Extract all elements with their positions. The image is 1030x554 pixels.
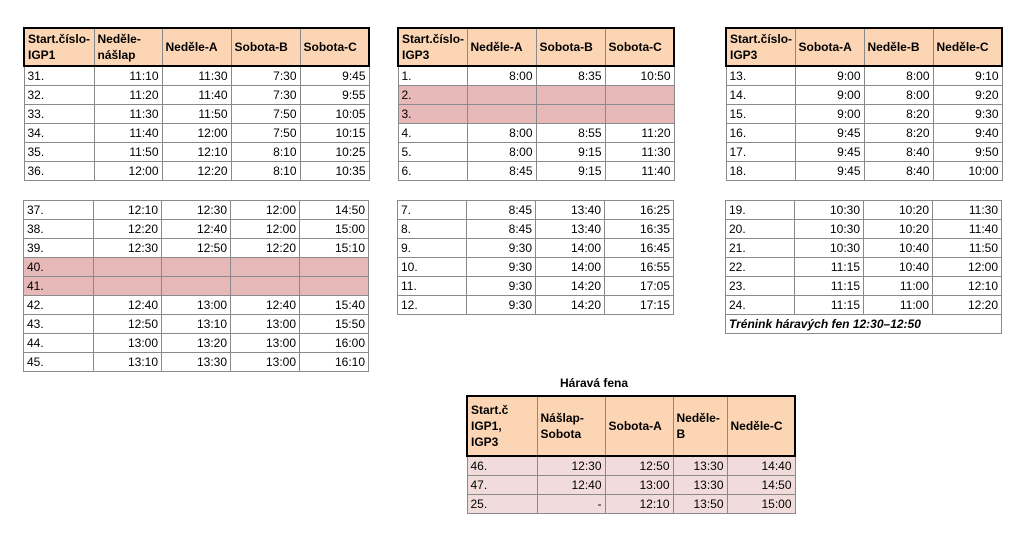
- start-number-cell: 43.: [24, 315, 94, 334]
- table-header: [467, 396, 795, 456]
- column-header: Neděle-B: [864, 28, 933, 66]
- table-row: [398, 296, 674, 315]
- time-cell: 9:10: [933, 66, 1002, 86]
- table-header: [398, 28, 674, 66]
- column-header: Sobota-C: [300, 28, 369, 66]
- time-cell: 10:15: [300, 124, 369, 143]
- time-cell: 14:50: [300, 201, 369, 220]
- time-cell: 11:15: [795, 277, 864, 296]
- time-cell: 11:00: [864, 296, 933, 315]
- table-row: [24, 124, 369, 143]
- start-number-cell: 11.: [398, 277, 467, 296]
- time-cell: 12:30: [537, 456, 605, 476]
- time-cell: 9:00: [795, 86, 864, 105]
- time-cell: 9:20: [933, 86, 1002, 105]
- time-cell: [231, 277, 300, 296]
- start-number-cell: 7.: [398, 201, 467, 220]
- table-row: [24, 201, 369, 220]
- time-cell: 13:20: [162, 334, 231, 353]
- time-cell: 12:00: [94, 162, 162, 181]
- start-number-cell: 5.: [398, 143, 467, 162]
- time-cell: 11:40: [605, 162, 674, 181]
- column-header: Neděle-A: [162, 28, 231, 66]
- time-cell: 13:30: [673, 456, 727, 476]
- time-cell: [605, 105, 674, 124]
- time-cell: 15:10: [300, 239, 369, 258]
- column-header: Start.číslo- IGP1: [24, 28, 94, 66]
- time-cell: 14:00: [536, 258, 605, 277]
- time-cell: 12:00: [933, 258, 1002, 277]
- start-number-cell: 8.: [398, 220, 467, 239]
- time-cell: 8:00: [864, 86, 933, 105]
- time-cell: 12:30: [162, 201, 231, 220]
- table-row: [726, 220, 1002, 239]
- time-cell: 14:00: [536, 239, 605, 258]
- start-number-cell: 45.: [24, 353, 94, 372]
- time-cell: 16:10: [300, 353, 369, 372]
- time-cell: 10:20: [864, 201, 933, 220]
- time-cell: 10:20: [864, 220, 933, 239]
- time-cell: 8:20: [864, 105, 933, 124]
- time-cell: 17:15: [605, 296, 674, 315]
- time-cell: -: [537, 495, 605, 514]
- time-cell: 11:50: [94, 143, 162, 162]
- start-number-cell: 14.: [726, 86, 795, 105]
- column-header: Neděle-A: [467, 28, 536, 66]
- start-number-cell: 25.: [467, 495, 537, 514]
- table-row: [726, 277, 1002, 296]
- time-cell: 12:10: [94, 201, 162, 220]
- table-row: [24, 277, 369, 296]
- start-number-cell: 32.: [24, 86, 94, 105]
- start-number-cell: 4.: [398, 124, 467, 143]
- time-cell: 13:00: [162, 296, 231, 315]
- start-number-cell: 39.: [24, 239, 94, 258]
- table-row: [24, 66, 369, 86]
- time-cell: 8:40: [864, 143, 933, 162]
- time-cell: 10:25: [300, 143, 369, 162]
- time-cell: 14:50: [727, 476, 795, 495]
- time-cell: 9:45: [795, 162, 864, 181]
- time-cell: 11:50: [162, 105, 231, 124]
- time-cell: 8:45: [467, 220, 536, 239]
- time-cell: 9:30: [933, 105, 1002, 124]
- time-cell: 7:30: [231, 66, 300, 86]
- igp3-table-right-top: [725, 27, 1003, 181]
- time-cell: 7:50: [231, 105, 300, 124]
- time-cell: 14:20: [536, 277, 605, 296]
- time-cell: [300, 258, 369, 277]
- time-cell: 13:00: [231, 315, 300, 334]
- start-number-cell: 15.: [726, 105, 795, 124]
- time-cell: 9:00: [795, 105, 864, 124]
- start-number-cell: 16.: [726, 124, 795, 143]
- table-row: [726, 86, 1002, 105]
- table-row: [398, 143, 674, 162]
- table-row: [398, 105, 674, 124]
- time-cell: 9:50: [933, 143, 1002, 162]
- time-cell: 10:30: [795, 220, 864, 239]
- time-cell: [162, 277, 231, 296]
- time-cell: 9:45: [300, 66, 369, 86]
- time-cell: 9:45: [795, 124, 864, 143]
- time-cell: 9:40: [933, 124, 1002, 143]
- start-number-cell: 3.: [398, 105, 467, 124]
- start-number-cell: 42.: [24, 296, 94, 315]
- time-cell: 8:10: [231, 143, 300, 162]
- column-header: Neděle- nášlap: [94, 28, 162, 66]
- time-cell: [536, 86, 605, 105]
- time-cell: 8:00: [864, 66, 933, 86]
- start-number-cell: 13.: [726, 66, 795, 86]
- table-row: [398, 66, 674, 86]
- table-row: [24, 105, 369, 124]
- time-cell: 15:40: [300, 296, 369, 315]
- column-header: Nášlap- Sobota: [537, 396, 605, 456]
- table-row: [726, 124, 1002, 143]
- time-cell: 10:40: [864, 258, 933, 277]
- table-row: [24, 143, 369, 162]
- time-cell: 11:40: [162, 86, 231, 105]
- table-row: [24, 296, 369, 315]
- time-cell: 10:30: [795, 201, 864, 220]
- time-cell: 12:50: [94, 315, 162, 334]
- time-cell: 12:20: [94, 220, 162, 239]
- time-cell: 12:10: [933, 277, 1002, 296]
- time-cell: 8:00: [467, 66, 536, 86]
- table-row: [726, 258, 1002, 277]
- time-cell: 13:10: [94, 353, 162, 372]
- time-cell: 10:30: [795, 239, 864, 258]
- start-number-cell: 6.: [398, 162, 467, 181]
- start-number-cell: 12.: [398, 296, 467, 315]
- time-cell: 9:45: [795, 143, 864, 162]
- time-cell: 8:00: [467, 124, 536, 143]
- time-cell: 17:05: [605, 277, 674, 296]
- table-row: [24, 258, 369, 277]
- column-header: Sobota-C: [605, 28, 674, 66]
- time-cell: [94, 277, 162, 296]
- table-row: [24, 220, 369, 239]
- time-cell: 15:00: [300, 220, 369, 239]
- time-cell: 11:20: [605, 124, 674, 143]
- table-row: [726, 105, 1002, 124]
- time-cell: 15:50: [300, 315, 369, 334]
- table-row: [24, 239, 369, 258]
- time-cell: 8:55: [536, 124, 605, 143]
- start-number-cell: 33.: [24, 105, 94, 124]
- time-cell: 13:10: [162, 315, 231, 334]
- start-number-cell: 35.: [24, 143, 94, 162]
- column-header: Neděle-C: [933, 28, 1002, 66]
- table-row: [398, 277, 674, 296]
- time-cell: 13:00: [605, 476, 673, 495]
- time-cell: 13:50: [673, 495, 727, 514]
- time-cell: 11:30: [162, 66, 231, 86]
- time-cell: 13:00: [231, 334, 300, 353]
- start-number-cell: 41.: [24, 277, 94, 296]
- time-cell: 13:00: [231, 353, 300, 372]
- start-number-cell: 24.: [726, 296, 795, 315]
- start-number-cell: 21.: [726, 239, 795, 258]
- time-cell: 11:10: [94, 66, 162, 86]
- time-cell: 16:45: [605, 239, 674, 258]
- table-row: [467, 495, 795, 514]
- column-header: Start.číslo- IGP3: [726, 28, 795, 66]
- start-number-cell: 18.: [726, 162, 795, 181]
- column-header: Sobota-B: [231, 28, 300, 66]
- time-cell: [231, 258, 300, 277]
- igp1-table-top: [23, 27, 370, 181]
- time-cell: [162, 258, 231, 277]
- time-cell: 12:30: [94, 239, 162, 258]
- table-row: [398, 162, 674, 181]
- time-cell: 11:30: [605, 143, 674, 162]
- time-cell: 12:10: [605, 495, 673, 514]
- table-row: [398, 258, 674, 277]
- time-cell: 8:10: [231, 162, 300, 181]
- table-row: [24, 162, 369, 181]
- start-number-cell: 34.: [24, 124, 94, 143]
- table-row: [726, 239, 1002, 258]
- training-note: Trénink háravých fen 12:30–12:50: [726, 315, 1002, 334]
- time-cell: 12:40: [231, 296, 300, 315]
- table-row: [24, 334, 369, 353]
- time-cell: [467, 86, 536, 105]
- column-header: Sobota-A: [605, 396, 673, 456]
- time-cell: 10:00: [933, 162, 1002, 181]
- column-header: Sobota-B: [536, 28, 605, 66]
- time-cell: 13:30: [162, 353, 231, 372]
- time-cell: 10:05: [300, 105, 369, 124]
- table-row: [24, 86, 369, 105]
- column-header: Neděle-B: [673, 396, 727, 456]
- table-header: [24, 28, 369, 66]
- time-cell: 16:25: [605, 201, 674, 220]
- igp1-table-bottom: [23, 200, 369, 372]
- haravа-fena-caption: Háravá fena: [560, 376, 629, 390]
- time-cell: 13:40: [536, 220, 605, 239]
- time-cell: 13:30: [673, 476, 727, 495]
- table-row: [726, 296, 1002, 315]
- time-cell: 9:30: [467, 277, 536, 296]
- time-cell: 12:20: [231, 239, 300, 258]
- time-cell: 9:15: [536, 162, 605, 181]
- time-cell: [605, 86, 674, 105]
- start-number-cell: 1.: [398, 66, 467, 86]
- time-cell: 11:40: [933, 220, 1002, 239]
- table-row: [398, 86, 674, 105]
- table-row: [398, 239, 674, 258]
- start-number-cell: 22.: [726, 258, 795, 277]
- table-row: [726, 201, 1002, 220]
- igp3-table-right-bottom: [725, 200, 1002, 334]
- start-number-cell: 9.: [398, 239, 467, 258]
- table-row: [467, 456, 795, 476]
- time-cell: 9:15: [536, 143, 605, 162]
- start-number-cell: 38.: [24, 220, 94, 239]
- table-row: [726, 315, 1002, 334]
- time-cell: 11:00: [864, 277, 933, 296]
- start-number-cell: 10.: [398, 258, 467, 277]
- time-cell: 7:30: [231, 86, 300, 105]
- column-header: Start.číslo- IGP3: [398, 28, 467, 66]
- table-header: [726, 28, 1002, 66]
- time-cell: 9:30: [467, 258, 536, 277]
- time-cell: 10:35: [300, 162, 369, 181]
- time-cell: 7:50: [231, 124, 300, 143]
- time-cell: 12:20: [162, 162, 231, 181]
- time-cell: 11:15: [795, 296, 864, 315]
- time-cell: [536, 105, 605, 124]
- time-cell: 8:45: [467, 201, 536, 220]
- time-cell: 12:00: [231, 220, 300, 239]
- start-number-cell: 40.: [24, 258, 94, 277]
- start-number-cell: 47.: [467, 476, 537, 495]
- start-number-cell: 19.: [726, 201, 795, 220]
- start-number-cell: 23.: [726, 277, 795, 296]
- time-cell: 11:30: [933, 201, 1002, 220]
- table-row: [398, 201, 674, 220]
- time-cell: 13:40: [536, 201, 605, 220]
- time-cell: 8:45: [467, 162, 536, 181]
- time-cell: 16:35: [605, 220, 674, 239]
- start-number-cell: 2.: [398, 86, 467, 105]
- time-cell: 16:55: [605, 258, 674, 277]
- time-cell: 11:50: [933, 239, 1002, 258]
- time-cell: 12:00: [162, 124, 231, 143]
- time-cell: 9:00: [795, 66, 864, 86]
- time-cell: 9:30: [467, 296, 536, 315]
- start-number-cell: 46.: [467, 456, 537, 476]
- time-cell: 10:40: [864, 239, 933, 258]
- time-cell: 11:30: [94, 105, 162, 124]
- table-row: [726, 162, 1002, 181]
- column-header: Neděle-C: [727, 396, 795, 456]
- time-cell: 11:40: [94, 124, 162, 143]
- start-number-cell: 31.: [24, 66, 94, 86]
- time-cell: 8:00: [467, 143, 536, 162]
- igp3-table-bottom: [397, 200, 674, 315]
- table-row: [726, 143, 1002, 162]
- start-number-cell: 20.: [726, 220, 795, 239]
- time-cell: 8:35: [536, 66, 605, 86]
- time-cell: [300, 277, 369, 296]
- time-cell: [94, 258, 162, 277]
- time-cell: 11:15: [795, 258, 864, 277]
- time-cell: 9:30: [467, 239, 536, 258]
- start-number-cell: 36.: [24, 162, 94, 181]
- column-header: Start.č IGP1, IGP3: [467, 396, 537, 456]
- igp3-table-top: [397, 27, 675, 181]
- time-cell: 14:40: [727, 456, 795, 476]
- time-cell: 8:40: [864, 162, 933, 181]
- time-cell: 12:10: [162, 143, 231, 162]
- time-cell: 12:40: [537, 476, 605, 495]
- table-row: [467, 476, 795, 495]
- time-cell: 12:40: [162, 220, 231, 239]
- time-cell: 15:00: [727, 495, 795, 514]
- time-cell: 14:20: [536, 296, 605, 315]
- time-cell: 12:20: [933, 296, 1002, 315]
- time-cell: 11:20: [94, 86, 162, 105]
- time-cell: 12:50: [162, 239, 231, 258]
- time-cell: 16:00: [300, 334, 369, 353]
- time-cell: 12:50: [605, 456, 673, 476]
- time-cell: 12:00: [231, 201, 300, 220]
- harava-fena-table: [466, 395, 796, 514]
- table-row: [398, 124, 674, 143]
- time-cell: [467, 105, 536, 124]
- table-row: [24, 353, 369, 372]
- time-cell: 10:50: [605, 66, 674, 86]
- table-row: [24, 315, 369, 334]
- start-number-cell: 37.: [24, 201, 94, 220]
- time-cell: 9:55: [300, 86, 369, 105]
- start-number-cell: 44.: [24, 334, 94, 353]
- column-header: Sobota-A: [795, 28, 864, 66]
- start-number-cell: 17.: [726, 143, 795, 162]
- table-row: [398, 220, 674, 239]
- time-cell: 8:20: [864, 124, 933, 143]
- time-cell: 13:00: [94, 334, 162, 353]
- time-cell: 12:40: [94, 296, 162, 315]
- table-row: [726, 66, 1002, 86]
